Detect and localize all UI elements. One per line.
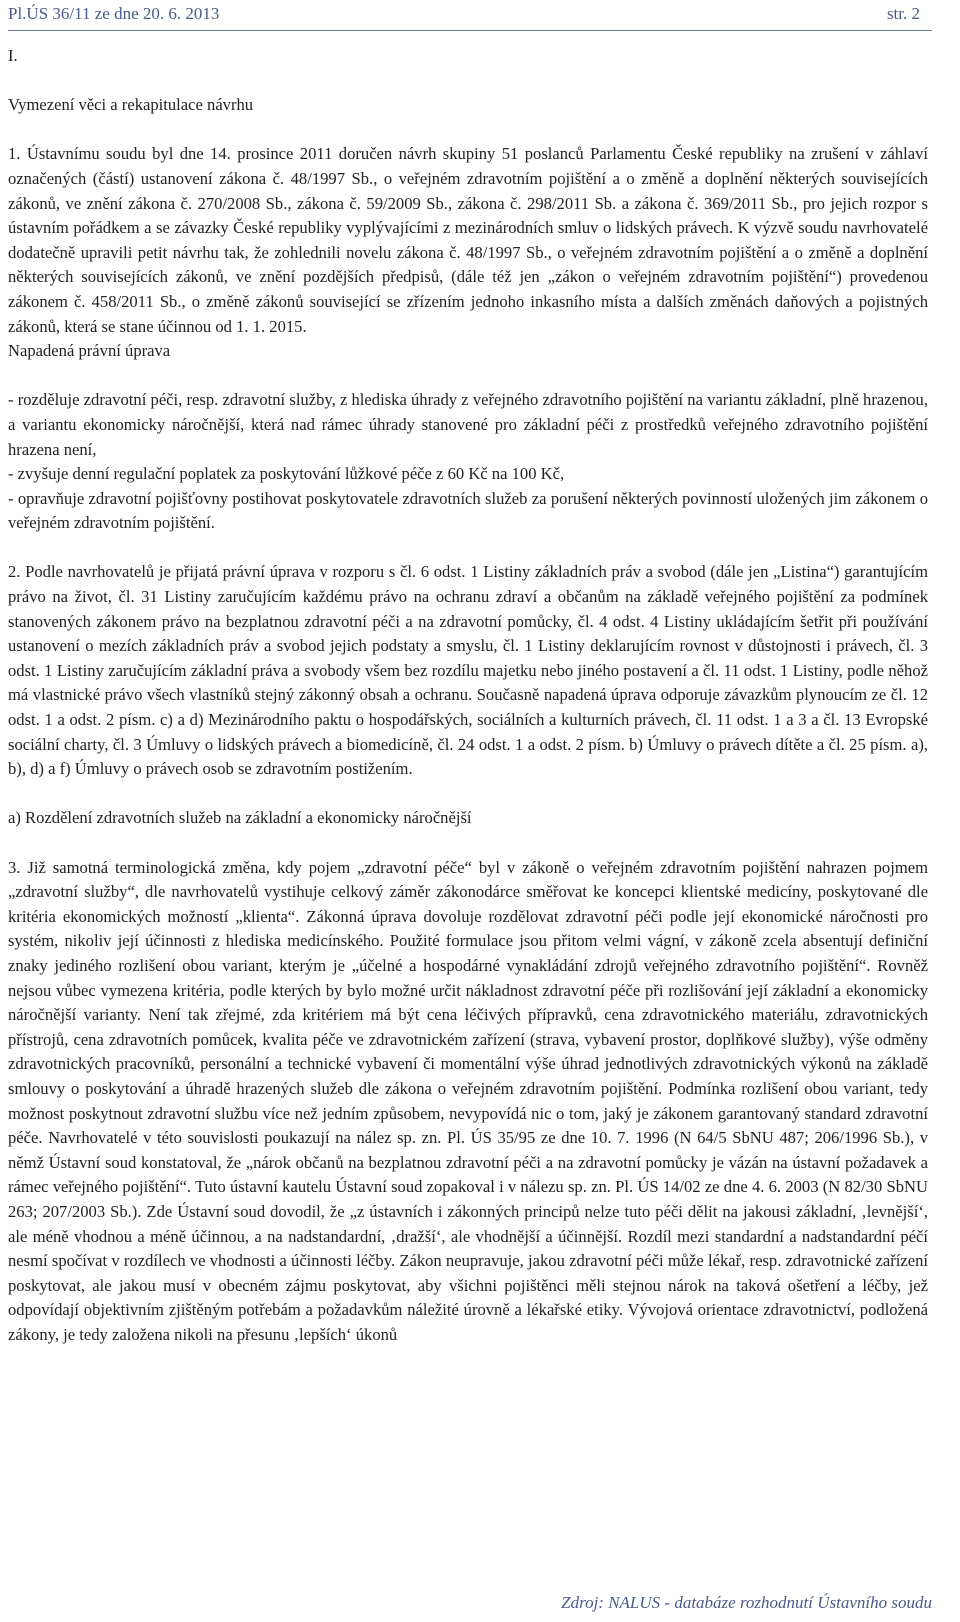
header-page-number: str. 2 bbox=[886, 4, 920, 23]
document-body bbox=[8, 44, 928, 1347]
paragraph-2: 2. Podle navrhovatelů je přijatá právní úprava v rozporu s čl. 6 odst. 1 Listiny základních práv a svobod (dále jen „Listina“) garantujícím právo na život, čl. 31 Listiny zaručujícím každému právo na ochranu zdraví a občanům na základě veřejného pojištění za podmínek stanovených zákonem právo na bezplatnou zdravotní péči a na zdravotní pomůcky, čl. 4 odst. 4 Listiny ukládajícím šetřit při používání ustanovení o mezích základních práv a svobod jejich podstaty a smyslu, čl. 1 Listiny deklarujícím rovnost v důstojnosti i právech, čl. 3 odst. 1 Listiny zaručujícím základní práva a svobody všem bez rozdílu majetku nebo jiného postavení a čl. 11 odst. 1 Listiny, podle něhož má vlastnické právo všech vlastníků stejný zákonný obsah a ochranu. Současně napadená úprava odporuje závazkům plynoucím ze čl. 12 odst. 1 a odst. 2 písm. c) a d) Mezinárodního paktu o hospodářských, sociálních a kulturních právech, čl. 11 odst. 1 a 3 a čl. 13 Evropské sociální charty, čl. 3 Úmluvy o lidských právech a biomedicíně, čl. 24 odst. 1 a odst. 2 písm. b) Úmluvy o právech dítěte a čl. 25 písm. a), b), d) a f) Úmluvy o právech osob se zdravotním postižením. bbox=[8, 562, 928, 779]
page-footer-source: Zdroj: NALUS - databáze rozhodnutí Ústavního soudu bbox=[561, 1593, 932, 1612]
section-title: Vymezení věci a rekapitulace návrhu bbox=[8, 95, 254, 115]
bullet-item: - zvyšuje denní regulační poplatek za poskytování lůžkové péče z 60 Kč na 100 Kč, bbox=[8, 464, 565, 484]
subheading: a) Rozdělení zdravotních služeb na základní a ekonomicky náročnější bbox=[8, 808, 472, 828]
paragraph-1: 1. Ústavnímu soudu byl dne 14. prosince 2011 doručen návrh skupiny 51 poslanců Parlamentu České republiky na zrušení v záhlaví označených (částí) ustanovení zákona č. 48/1997 Sb., o veřejném zdravotním pojištění a o změně a doplnění některých souvisejících zákonů, ve znění zákona č. 270/2008 Sb., zákona č. 59/2009 Sb., zákona č. 298/2011 Sb. a zákona č. 369/2011 Sb., pro jejich rozpor s ústavním pořádkem a se závazky České republiky vyplývajícími z mezinárodních smluv o lidských právech. K výzvě soudu navrhovatelé dodatečně upravili petit návrhu tak, že zohlednili novelu zákona č. 48/1997 Sb., o veřejném zdravotním pojištění a o změně a doplnění některých souvisejících zákonů, ve znění pozdějších předpisů, (dále též jen „zákon o veřejném zdravotním pojištění“) provedenou zákonem č. 458/2011 Sb., o změně zákonů související se zřízením jednoho inkasního místa a dalších změnách daňových a pojistných zákonů, která se stane účinnou od 1. 1. 2015. bbox=[8, 144, 928, 336]
paragraph-1-tail: Napadená právní úprava bbox=[8, 341, 171, 361]
bullet-item: - rozděluje zdravotní péči, resp. zdravotní služby, z hlediska úhrady z veřejného zdravotního pojištění na variantu základní, plně hrazenou, a variantu ekonomicky náročnější, která nad rámec úhrady stanovené pro základní péči z prostředků veřejného zdravotního pojištění hrazena není, bbox=[8, 390, 928, 459]
section-number: I. bbox=[8, 46, 18, 65]
page-header bbox=[8, 4, 932, 31]
header-case-reference: Pl.ÚS 36/11 ze dne 20. 6. 2013 bbox=[8, 4, 220, 23]
bullet-item: - opravňuje zdravotní pojišťovny postihovat poskytovatele zdravotních služeb za porušení některých povinností uložených jim zákonem o veřejném zdravotním pojištění. bbox=[8, 488, 928, 533]
paragraph-3: 3. Již samotná terminologická změna, kdy pojem „zdravotní péče“ byl v zákoně o veřejném zdravotním pojištění nahrazen pojmem „zdravotní služby“, dle navrhovatelů vystihuje celkový záměr zákonodárce směřovat ke koncepci klientské medicíny, poskytované dle kritéria ekonomických možností „klienta“. Zákonná úprava dovoluje rozdělovat zdravotní péči podle její ekonomické náročnosti pro systém, nikoliv její účinnosti z hlediska medicínského. Použité formulace jsou přitom velmi vágní, v zákoně zcela absentují definiční znaky jediného rozlišení obou variant, kterým je „účelné a hospodárné vynakládání zdrojů veřejného zdravotního pojištění“. Rovněž nejsou vůbec vymezena kritéria, podle kterých by bylo možné určit nákladnost zdravotní péče při rozlišování její základní a ekonomicky náročnější varianty. Není tak zřejmé, zda kritériem má být cena léčivých přípravků, cena zdravotnického materiálu, zdravotnických přístrojů, cena zdravotních pomůcek, kvalita péče ve zdravotnickém zařízení (strava, vybavení prostor, doplňkové služby), výše odměny zdravotnických pracovníků, personální a technické vybavení či momentální výše úhrad jednotlivých zdravotnických výkonů na základě smlouvy o poskytování a úhradě hrazených služeb dle zákona o veřejném zdravotním pojištění. Podmínka rozlišení obou variant, tedy možnost poskytnout zdravotní službu více než jedním způsobem, nevypovídá nic o tom, jaký je zákonem garantovaný standard zdravotní péče. Navrhovatelé v této souvislosti poukazují na nález sp. zn. Pl. ÚS 35/95 ze dne 10. 7. 1996 (N 64/5 SbNU 487; 206/1996 Sb.), v němž Ústavní soud konstatoval, že „nárok občanů na bezplatnou zdravotní péči a na zdravotní pomůcky je vázán na ústavní požadavek a rámec veřejného pojištění“. Tuto ústavní kautelu Ústavní soud zopakoval i v nálezu sp. zn. Pl. ÚS 14/02 ze dne 4. 6. 2003 (N 82/30 SbNU 263; 207/2003 Sb.). Zde Ústavní soud dovodil, že „z ústavních i zákonných principů nelze tuto péči dělit na jakousi základní, ‚levnější‘, ale méně vhodnou a méně účinnou, a na nadstandardní, ‚dražší‘, ale vhodnější a účinnější. Rozdíl mezi standardní a nadstandardní péčí nesmí spočívat v rozdílech ve vhodnosti a účinnosti léčby. Zákon neupravuje, jakou zdravotní péči může lékař, resp. zdravotnické zařízení poskytovat, ale jakou musí v obecném zájmu poskytovat, aby všichni pojištěnci měli stejnou nárok na taková ošetření a léčby, jež odpovídají objektivním zjištěným potřebám a požadavkům náležité úrovně a lékařské etiky. Vývojová orientace zdravotnictví, podložená zákony, je tedy založena nikoli na přesunu ‚lepších‘ úkonů bbox=[8, 857, 928, 1344]
